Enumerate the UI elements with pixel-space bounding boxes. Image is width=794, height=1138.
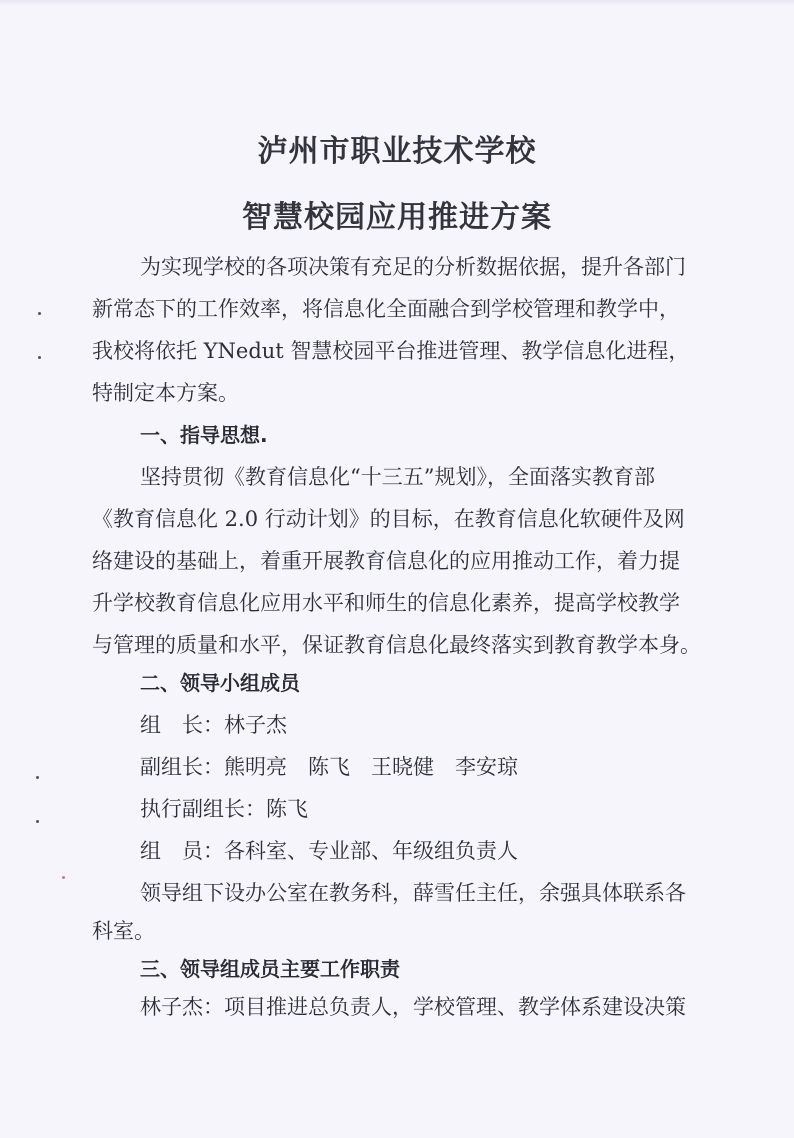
section-3-line-1: 林子杰：项目推进总负责人，学校管理、教学体系建设决策 [140, 995, 686, 1019]
office-note-line-1: 领导组下设办公室在教务科，薛雪任主任，余强具体联系各 [140, 881, 686, 905]
scan-speck [38, 356, 41, 359]
intro-line-4: 特制定本方案。 [92, 381, 239, 405]
scan-speck [36, 776, 39, 779]
intro-line-3: 我校将依托 YNedut 智慧校园平台推进管理、教学信息化进程， [92, 339, 690, 363]
member-leader: 组 长：林子杰 [140, 713, 287, 737]
section-3-heading: 三、领导组成员主要工作职责 [140, 957, 400, 981]
section-2-heading: 二、领导小组成员 [140, 671, 300, 695]
section-1-line-2: 《教育信息化 2.0 行动计划》的目标，在教育信息化软硬件及网 [92, 507, 685, 531]
document-title-school: 泸州市职业技术学校 [257, 134, 537, 169]
office-note-line-2: 科室。 [92, 919, 155, 943]
scan-speck [38, 312, 41, 315]
scan-speck [36, 820, 39, 823]
section-1-line-3: 络建设的基础上，着重开展教育信息化的应用推动工作，着力提 [92, 549, 680, 573]
document-title-plan: 智慧校园应用推进方案 [242, 200, 552, 235]
scan-speck [62, 876, 65, 879]
section-1-line-5: 与管理的质量和水平，保证教育信息化最终落实到教育教学本身。 [92, 633, 701, 657]
member-executive-deputy: 执行副组长：陈飞 [140, 797, 308, 821]
intro-line-1: 为实现学校的各项决策有充足的分析数据依据，提升各部门 [140, 255, 686, 279]
section-1-line-4: 升学校教育信息化应用水平和师生的信息化素养，提高学校教学 [92, 591, 680, 615]
member-group-members: 组 员：各科室、专业部、年级组负责人 [140, 839, 518, 863]
section-1-heading: 一、指导思想. [140, 423, 268, 447]
scan-edge-shadow [0, 0, 794, 6]
member-deputy-leaders: 副组长：熊明亮 陈飞 王晓健 李安琼 [140, 755, 518, 779]
intro-line-2: 新常态下的工作效率，将信息化全面融合到学校管理和教学中， [92, 297, 680, 321]
section-1-line-1: 坚持贯彻《教育信息化“十三五”规划》，全面落实教育部 [140, 465, 655, 489]
